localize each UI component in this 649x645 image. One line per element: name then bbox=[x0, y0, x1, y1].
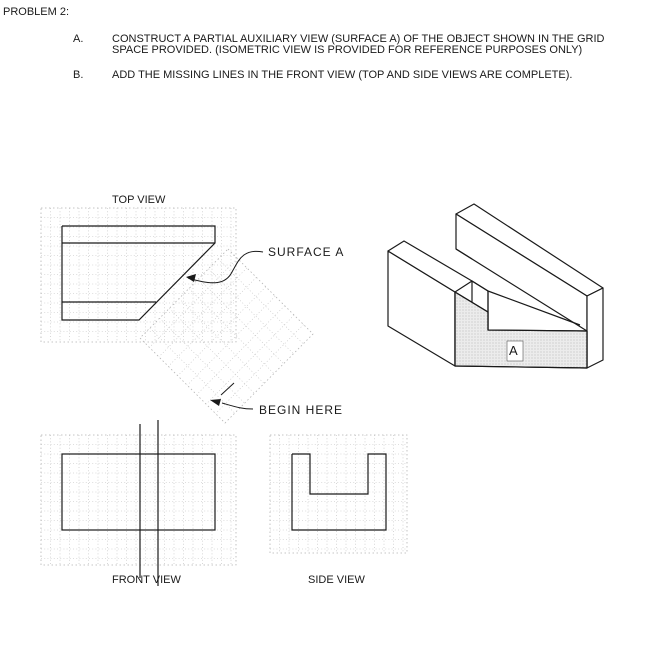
instruction-a-letter: A. bbox=[73, 33, 84, 45]
surface-a-callout: SURFACE A bbox=[268, 245, 345, 259]
instruction-a-line2: SPACE PROVIDED. (ISOMETRIC VIEW IS PROVIDED FOR REFERENCE PURPOSES ONLY) bbox=[112, 44, 583, 56]
instruction-b-line1: ADD THE MISSING LINES IN THE FRONT VIEW (TOP AND SIDE VIEWS ARE COMPLETE). bbox=[112, 69, 573, 81]
grid-line bbox=[168, 277, 256, 366]
instruction-a-line1: CONSTRUCT A PARTIAL AUXILIARY VIEW (SURFACE A) OF THE OBJECT SHOWN IN THE GRID bbox=[112, 33, 605, 45]
surface-a-leader bbox=[186, 251, 263, 283]
iso-surface-a-letter: A bbox=[509, 343, 518, 358]
instruction-b-letter: B. bbox=[73, 69, 84, 81]
grid-line bbox=[178, 287, 266, 376]
grid-line bbox=[169, 308, 254, 393]
problem-title: PROBLEM 2: bbox=[3, 6, 70, 18]
grid-line bbox=[150, 328, 235, 413]
top-view-object bbox=[62, 226, 215, 320]
grid-line bbox=[189, 289, 274, 374]
grid-line bbox=[197, 306, 285, 395]
grid-line bbox=[206, 315, 294, 404]
auxiliary-view-grid bbox=[140, 249, 313, 423]
side-view-label: SIDE VIEW bbox=[308, 574, 365, 586]
front-view-object bbox=[62, 420, 215, 586]
grid-line bbox=[216, 325, 304, 414]
begin-here-leader bbox=[210, 383, 253, 409]
top-view-grid bbox=[41, 208, 236, 342]
grid-line bbox=[160, 318, 245, 403]
grid-line bbox=[187, 296, 275, 385]
top-view-label: TOP VIEW bbox=[112, 194, 166, 206]
front-view-label: FRONT VIEW bbox=[112, 574, 181, 586]
begin-here-callout: BEGIN HERE bbox=[259, 403, 344, 417]
isometric-view bbox=[388, 204, 603, 368]
